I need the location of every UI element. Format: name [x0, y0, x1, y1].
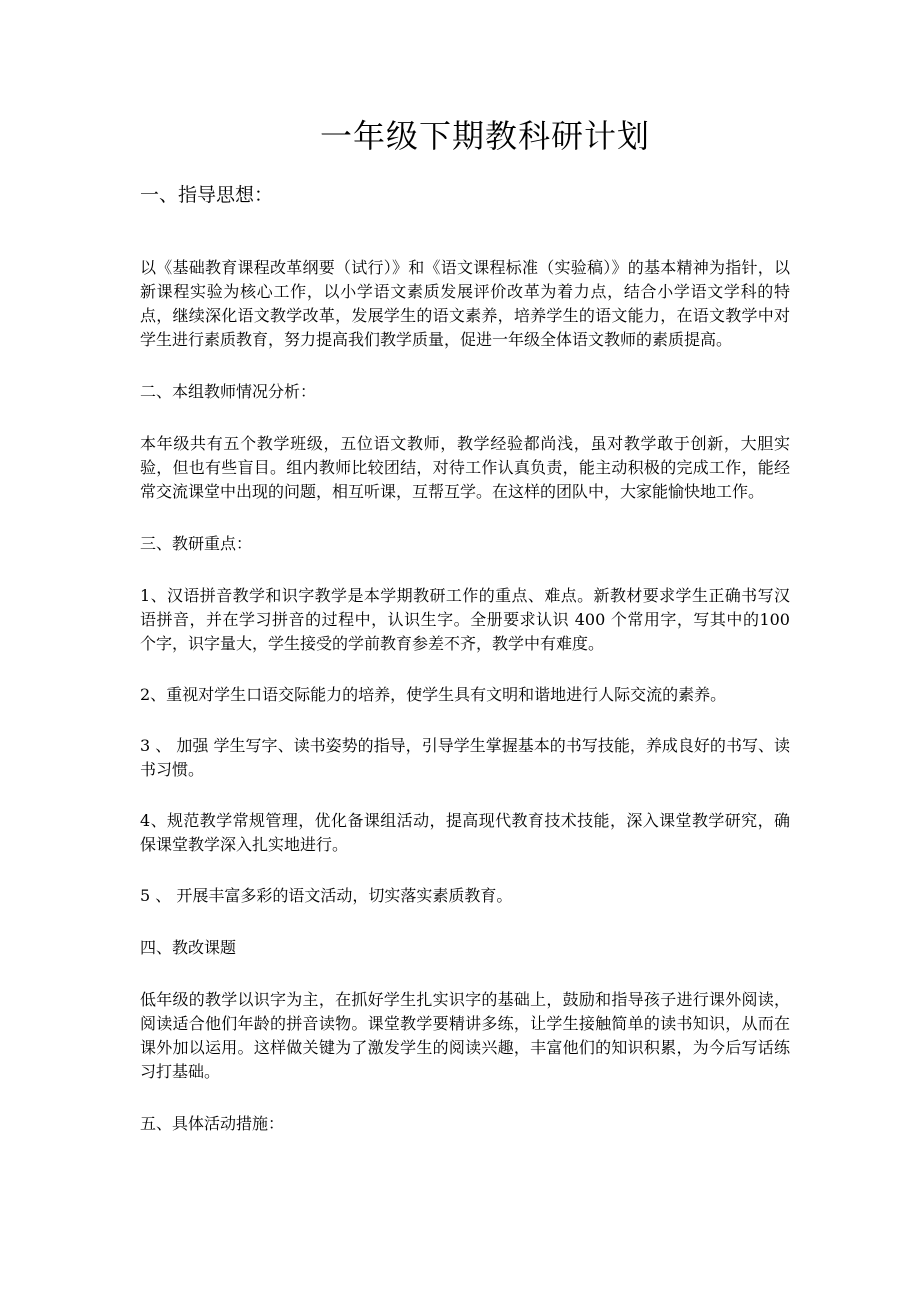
section-3-item-4: 4、规范教学常规管理，优化备课组活动，提高现代教育技术技能，深入课堂教学研究，确保课堂教学深入扎实地进行。 — [140, 811, 790, 854]
section-3-item-3: 3 、 加强 学生写字、读书姿势的指导，引导学生掌握基本的书写技能，养成良好的书写、读书习惯。 — [140, 736, 790, 779]
section-3-item-2: 2、重视对学生口语交际能力的培养，使学生具有文明和谐地进行人际交流的素养。 — [140, 685, 727, 704]
section-heading-3: 三、教研重点： — [140, 534, 253, 553]
section-heading-5: 五、具体活动措施： — [140, 1114, 285, 1133]
document-title: 一年级下期教科研计划 — [319, 117, 650, 155]
section-2-paragraph: 本年级共有五个教学班级，五位语文教师，教学经验都尚浅，虽对教学敢于创新，大胆实验，但也有些盲目。组内教师比较团结，对待工作认真负责，能主动积极的完成工作，能经常交流课堂中出现的问题，相互听课，互帮互学。在这样的团队中，大家能愉快地工作。 — [140, 434, 790, 501]
section-3-item-1: 1、汉语拼音教学和识字教学是本学期教研工作的重点、难点。新教材要求学生正确书写汉语拼音，并在学习拼音的过程中，认识生字。全册要求认识 400 个常用字，写其中的100 个字，识字量大，学生接受的学前教育参差不齐，教学中有难度。 — [140, 586, 790, 653]
section-3-item-5: 5 、 开展丰富多彩的语文活动，切实落实素质教育。 — [140, 886, 513, 905]
section-1-paragraph: 以《基础教育课程改革纲要（试行）》和《语文课程标准（实验稿）》的基本精神为指针，以新课程实验为核心工作，以小学语文素质发展评价改革为着力点，结合小学语文学科的特点，继续深化语文教学改革，发展学生的语文素养，培养学生的语文能力，在语文教学中对学生进行素质教育，努力提高我们教学质量，促进一年级全体语文教师的素质提高。 — [140, 258, 790, 349]
section-heading-2: 二、本组教师情况分析： — [140, 382, 317, 401]
section-heading-4: 四、教改课题 — [140, 938, 237, 957]
section-heading-1: 一、指导思想： — [140, 184, 274, 206]
section-4-paragraph: 低年级的教学以识字为主，在抓好学生扎实识字的基础上，鼓励和指导孩子进行课外阅读，阅读适合他们年龄的拼音读物。课堂教学要精讲多练，让学生接触简单的读书知识，从而在课外加以运用。这样做关键为了激发学生的阅读兴趣，丰富他们的知识积累，为今后写话练习打基础。 — [140, 990, 790, 1081]
